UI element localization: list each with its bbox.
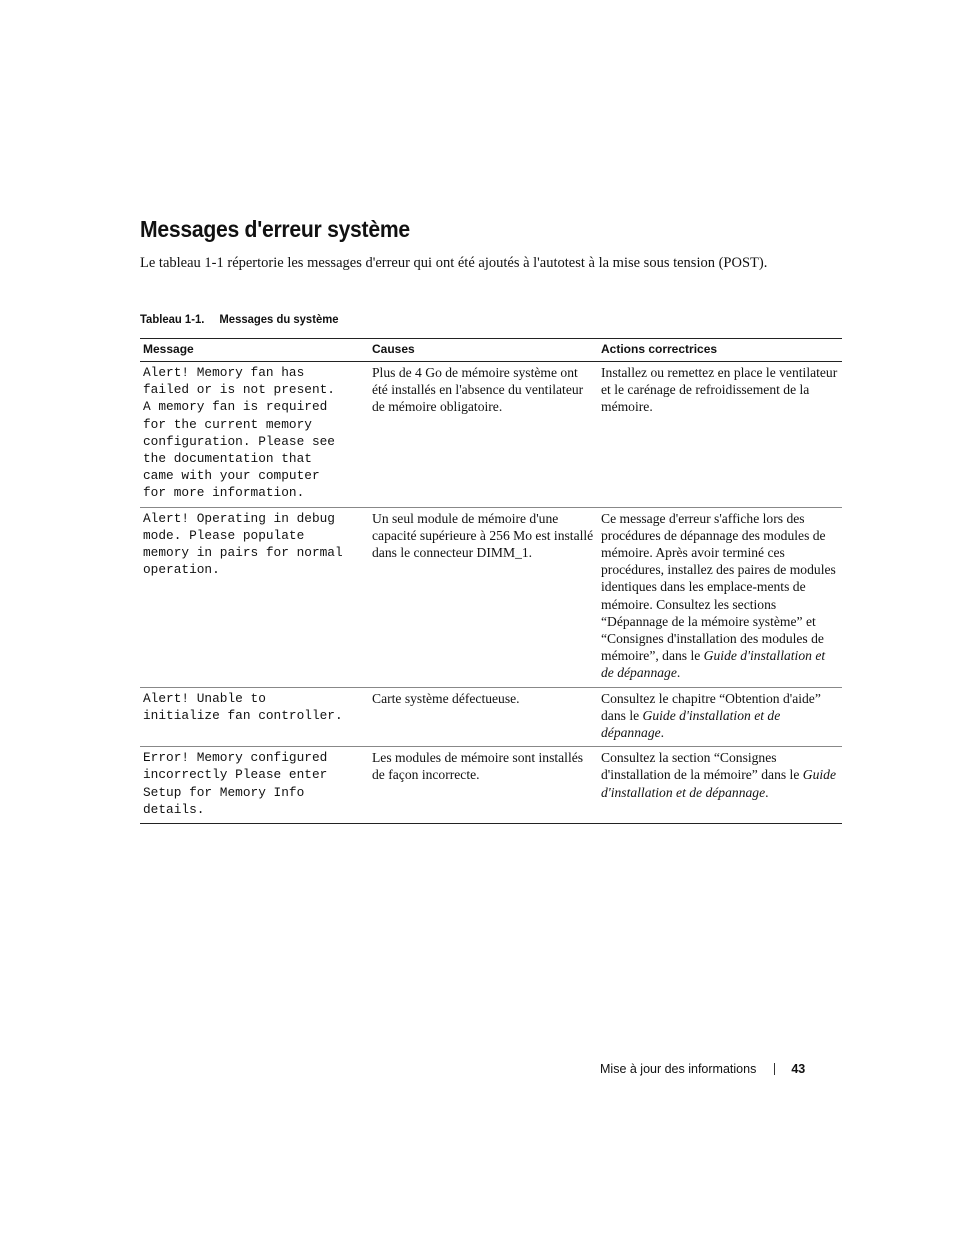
action-end: . [660, 725, 665, 741]
page-number: 43 [791, 1062, 806, 1076]
action-end: . [765, 784, 769, 800]
page-title: Messages d'erreur système [140, 216, 410, 242]
guide-reference: Guide d'installation et de dépannage [601, 707, 781, 741]
action-cell [598, 507, 842, 687]
cause-cell: Carte système défectueuse. [369, 687, 598, 747]
action-cell: Installez ou remettez en place le ventilateur et le carénage de refroidissement de la mémoire. [598, 362, 842, 508]
message-cell: Alert! Memory fan has failed or is not present. A memory fan is required for the current memory configuration. Please see the documentation that came with your computer for more information. [140, 362, 369, 508]
table-row [140, 507, 842, 687]
table-row [140, 747, 842, 824]
header-causes: Causes [369, 339, 598, 362]
action-cell [598, 747, 842, 824]
cause-cell: Les modules de mémoire sont installés de façon incorrecte. [369, 747, 598, 824]
table-row [140, 362, 842, 508]
footer-divider [774, 1063, 775, 1075]
action-text: Ce message d'erreur s'affiche lors des procédures de dépannage des modules de mémoire. Après avoir terminé ces procédures, installez des paires de modules identiques dans les emplace-ments de mémoire. Consultez les sections “Dépannage de la mémoire système” et “Consignes d'installation des modules de mémoire”, dans le [601, 510, 836, 664]
action-end: . [676, 665, 681, 681]
footer-section-title: Mise à jour des informations [600, 1062, 757, 1076]
message-cell: Alert! Unable to initialize fan controller. [140, 687, 369, 747]
page-footer [600, 1062, 805, 1076]
guide-reference: Guide d'installation et de dépannage [601, 767, 836, 800]
table-row [140, 687, 842, 747]
message-cell: Alert! Operating in debug mode. Please populate memory in pairs for normal operation. [140, 507, 369, 687]
cause-cell: Plus de 4 Go de mémoire système ont été installés en l'absence du ventilateur de mémoire obligatoire. [369, 362, 598, 508]
message-cell: Error! Memory configured incorrectly Please enter Setup for Memory Info details. [140, 747, 369, 824]
guide-reference: Guide d'installation et de dépannage [601, 648, 826, 681]
system-messages-table [140, 338, 842, 824]
action-text: Consultez le chapitre “Obtention d'aide” dans le [601, 690, 821, 723]
action-cell [598, 687, 842, 747]
cause-cell: Un seul module de mémoire d'une capacité supérieure à 256 Mo est installé dans le connecteur DIMM_1. [369, 507, 598, 687]
action-text: Consultez la section “Consignes d'installation de la mémoire” dans le [601, 750, 803, 783]
header-actions: Actions correctrices [598, 339, 842, 362]
table-caption [140, 312, 339, 326]
table-caption-title: Messages du système [219, 312, 339, 326]
intro-paragraph: Le tableau 1-1 répertorie les messages d'erreur qui ont été ajoutés à l'autotest à la mise sous tension (POST). [140, 255, 768, 271]
table-header-row [140, 339, 842, 362]
header-message: Message [140, 339, 369, 362]
table-caption-label: Tableau 1-1. [140, 312, 205, 326]
